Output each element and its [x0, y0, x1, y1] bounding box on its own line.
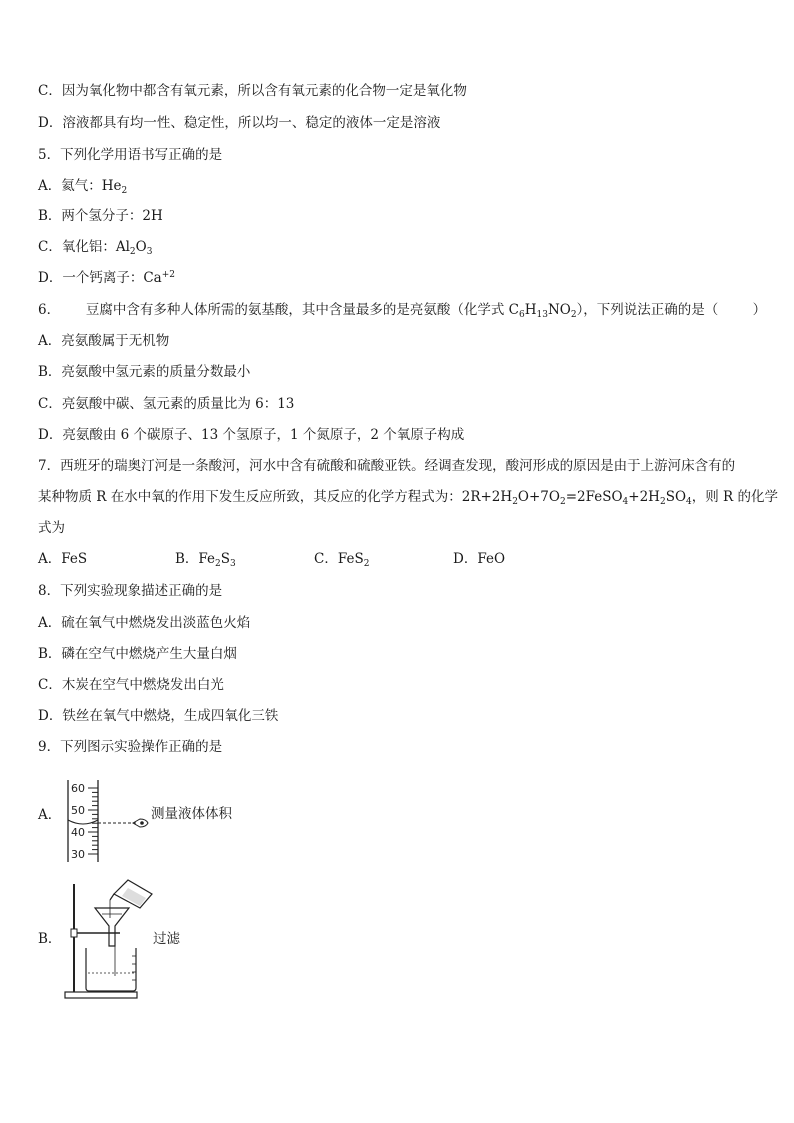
q6-option-d: D．亮氨酸由 6 个碳原子、13 个氢原子，1 个氮原子，2 个氧原子构成 [38, 427, 465, 443]
graduated-cylinder-figure [62, 778, 162, 864]
q5-option-d: D．一个钙离子：$Ca^{+2}$ [38, 270, 175, 286]
tick-label-50: 50 [71, 804, 85, 817]
q4-option-c: C．因为氧化物中都含有氧元素，所以含有氧元素的化合物一定是氧化物 [38, 83, 467, 99]
q8-option-b: B．磷在空气中燃烧产生大量白烟 [38, 646, 237, 662]
q6-option-a: A．亮氨酸属于无机物 [38, 333, 170, 349]
q7-option-b: B．$Fe_2S_3$ [175, 551, 236, 569]
q6-option-c: C．亮氨酸中碳、氢元素的质量比为 6：13 [38, 396, 295, 412]
q9-option-a-label: A． [38, 807, 62, 823]
q5-option-c: C．氧化铝：$Al_2O_3$ [38, 239, 153, 257]
q6-option-b: B．亮氨酸中氢元素的质量分数最小 [38, 364, 251, 380]
question-5-stem: 5．下列化学用语书写正确的是 [38, 147, 223, 163]
tick-label-60: 60 [71, 782, 85, 795]
q5-option-b: B．两个氢分子：2H [38, 208, 163, 224]
q5-option-a: A．氦气：$He_2$ [38, 178, 128, 196]
q9-option-b-caption: 过滤 [153, 931, 180, 947]
question-7-stem-line2: 某种物质 R 在水中氧的作用下发生反应所致，其反应的化学方程式为：$2R+2H_2O+7O_2=2FeSO_4+2H_2SO_4$，则 R 的化学 [38, 489, 779, 507]
q8-option-c: C．木炭在空气中燃烧发出白光 [38, 677, 224, 693]
question-8-stem: 8．下列实验现象描述正确的是 [38, 583, 223, 599]
q7-option-a: A．FeS [38, 551, 88, 567]
q9-option-b-label: B． [38, 931, 62, 947]
q7-option-c: C．FeS$_2$ [314, 551, 370, 569]
q9-option-a-caption: 测量液体体积 [151, 806, 232, 822]
q8-option-a: A．硫在氧气中燃烧发出淡蓝色火焰 [38, 615, 251, 631]
q8-option-d: D．铁丝在氧气中燃烧，生成四氧化三铁 [38, 708, 279, 724]
question-7-stem-line1: 7．西班牙的瑞奥汀河是一条酸河，河水中含有硫酸和硫酸亚铁。经调查发现，酸河形成的原因是由于上游河床含有的 [38, 458, 736, 474]
tick-label-30: 30 [71, 848, 85, 861]
question-9-stem: 9．下列图示实验操作正确的是 [38, 739, 223, 755]
tick-label-40: 40 [71, 826, 85, 839]
filtration-apparatus-figure [62, 878, 154, 1002]
q7-option-d: D．FeO [453, 551, 506, 567]
q4-option-d: D．溶液都具有均一性、稳定性，所以均一、稳定的液体一定是溶液 [38, 115, 441, 131]
question-7-stem-line3: 式为 [38, 520, 65, 536]
question-6-stem: 6． 豆腐中含有多种人体所需的氨基酸，其中含量最多的是亮氨酸（化学式 $C_6H_{13}NO_2$），下列说法正确的是（ ） [38, 302, 767, 320]
pouring-beaker-icon [114, 880, 152, 908]
